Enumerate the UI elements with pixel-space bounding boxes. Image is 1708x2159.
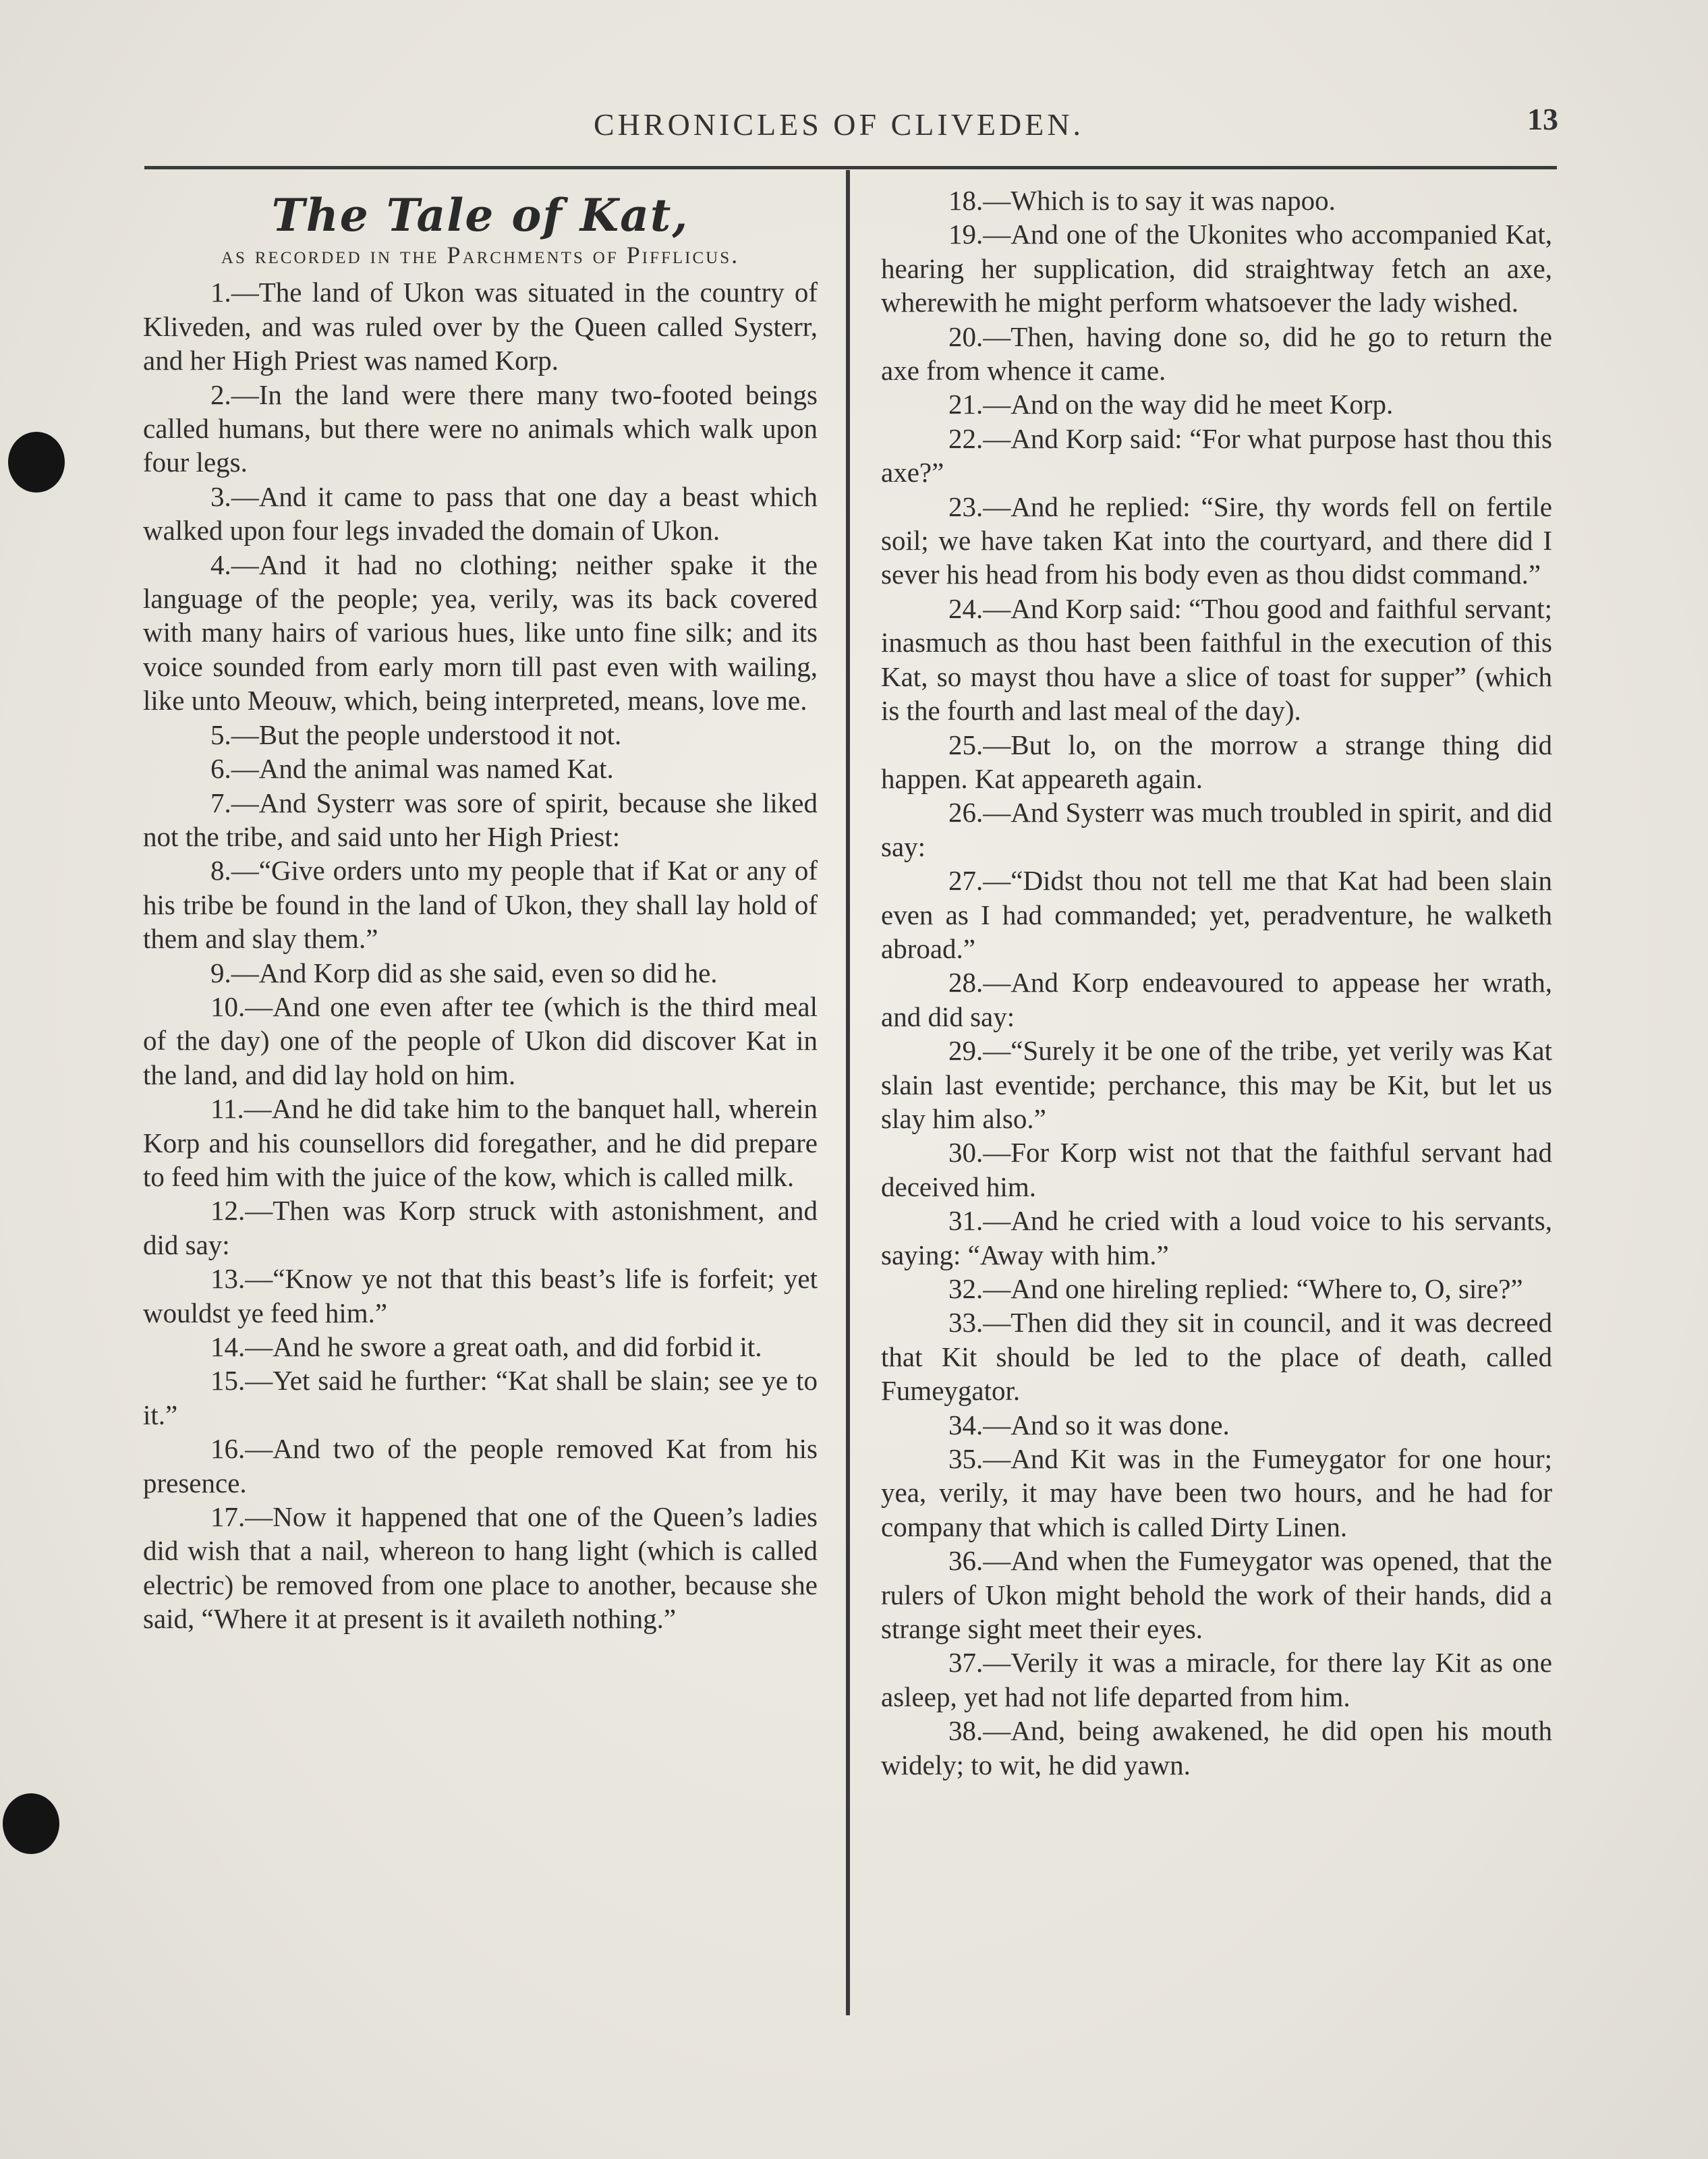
paragraph: 25.—But lo, on the morrow a strange thing did happen. Kat appeareth again. <box>881 729 1552 794</box>
punch-hole-bottom <box>3 1793 59 1854</box>
paragraph: 36.—And when the Fumeygator was opened, that the rulers of Ukon might behold the work of their hands, did a strange sight meet their eyes. <box>881 1545 1552 1645</box>
paragraph: 12.—Then was Korp struck with astonishment, and did say: <box>143 1195 818 1260</box>
paragraph: 26.—And Systerr was much troubled in spirit, and did say: <box>881 797 1552 862</box>
article-title: The Tale of Kat, <box>271 189 689 242</box>
left-column <box>143 189 818 1636</box>
paragraph: 37.—Verily it was a miracle, for there lay Kit as one asleep, yet had not life departed from him. <box>881 1647 1552 1712</box>
column-divider <box>846 170 850 2015</box>
running-header <box>142 101 1558 155</box>
paragraph: 4.—And it had no clothing; neither spake it the language of the people; yea, verily, was its back covered with many hairs of various hues, like unto fine silk; and its voice sounded from early morn till past even with wailing, like unto Meouw, which, being interpreted, means, love me. <box>143 549 818 717</box>
paragraph: 3.—And it came to pass that one day a beast which walked upon four legs invaded the domain of Ukon. <box>143 480 818 546</box>
paragraph: 24.—And Korp said: “Thou good and faithful servant; inasmuch as thou hast been faithful in the execution of this Kat, so mayst thou have a slice of toast for supper” (which is the fourth and last meal of the day). <box>881 592 1552 727</box>
paragraph: 27.—“Didst thou not tell me that Kat had been slain even as I had commanded; yet, peradventure, he walketh abroad.” <box>881 865 1552 964</box>
paragraph: 30.—For Korp wist not that the faithful servant had deceived him. <box>881 1137 1552 1202</box>
paragraph: 6.—And the animal was named Kat. <box>210 753 614 785</box>
paragraph: 21.—And on the way did he meet Korp. <box>948 389 1394 420</box>
paragraph: 32.—And one hireling replied: “Where to, O, sire?” <box>948 1273 1523 1304</box>
paragraph: 15.—Yet said he further: “Kat shall be slain; see ye to it.” <box>143 1365 818 1430</box>
paragraph: 35.—And Kit was in the Fumeygator for one hour; yea, verily, it may have been two hours, and he had for company that which is called Dirty Linen. <box>881 1443 1552 1542</box>
paragraph: 28.—And Korp endeavoured to appease her wrath, and did say: <box>881 967 1552 1032</box>
paragraph: 10.—And one even after tee (which is the third meal of the day) one of the people of Ukon did discover Kat in the land, and did lay hold on him. <box>143 990 818 1090</box>
paragraph: 13.—“Know ye not that this beast’s life is forfeit; yet wouldst ye feed him.” <box>143 1263 818 1328</box>
paragraph: 5.—But the people understood it not. <box>210 719 622 750</box>
paragraph: 11.—And he did take him to the banquet hall, wherein Korp and his counsellors did foregather, and he did prepare to feed him with the juice of the kow, which is called milk. <box>143 1093 818 1192</box>
paragraph: 33.—Then did they sit in council, and it was decreed that Kit should be led to the place of death, called Fumeygator. <box>881 1307 1552 1407</box>
paragraph: 19.—And one of the Ukonites who accompanied Kat, hearing her supplication, did straightway fetch an axe, wherewith he might perform whatsoever the lady wished. <box>881 219 1552 318</box>
paragraph: 7.—And Systerr was sore of spirit, because she liked not the tribe, and said unto her High Priest: <box>143 787 818 852</box>
right-column <box>881 184 1552 1782</box>
article-subtitle: as recorded in the Parchments of Pifflicus. <box>221 242 740 269</box>
running-title: CHRONICLES OF CLIVEDEN. <box>594 107 1085 142</box>
page-number: 13 <box>1527 102 1558 136</box>
paragraph: 9.—And Korp did as she said, even so did he. <box>210 957 718 988</box>
paragraph: 18.—Which is to say it was napoo. <box>948 185 1336 216</box>
paragraph: 38.—And, being awakened, he did open his mouth widely; to wit, he did yawn. <box>881 1715 1552 1781</box>
header-rule <box>144 166 1557 169</box>
paragraph: 23.—And he replied: “Sire, thy words fell on fertile soil; we have taken Kat into the courtyard, and there did I sever his head from his body even as thou didst command.” <box>881 490 1552 590</box>
paragraph: 17.—Now it happened that one of the Queen’s ladies did wish that a nail, whereon to hang light (which is called electric) be removed from one place to another, because she said, “Where it at present is it availeth nothing.” <box>143 1501 818 1635</box>
punch-hole-top <box>8 432 65 493</box>
paragraph: 20.—Then, having done so, did he go to return the axe from whence it came. <box>881 320 1552 387</box>
paragraph: 8.—“Give orders unto my people that if Kat or any of his tribe be found in the land of Ukon, they shall lay hold of them and slay them.” <box>143 855 818 955</box>
paragraph: 29.—“Surely it be one of the tribe, yet verily was Kat slain last eventide; perchance, this may be Kit, but let us slay him also.” <box>881 1035 1552 1134</box>
paragraph: 31.—And he cried with a loud voice to his servants, saying: “Away with him.” <box>881 1205 1552 1270</box>
paragraph: 34.—And so it was done. <box>948 1409 1230 1440</box>
paragraph: 1.—The land of Ukon was situated in the country of Kliveden, and was ruled over by the Queen called Systerr, and her High Priest was named Korp. <box>143 277 818 376</box>
paragraph: 14.—And he swore a great oath, and did forbid it. <box>210 1331 762 1362</box>
paragraph: 16.—And two of the people removed Kat from his presence. <box>143 1433 818 1498</box>
paragraph: 2.—In the land were there many two-footed beings called humans, but there were no animals which walk upon four legs. <box>143 378 818 478</box>
paragraph: 22.—And Korp said: “For what purpose hast thou this axe?” <box>881 422 1552 488</box>
